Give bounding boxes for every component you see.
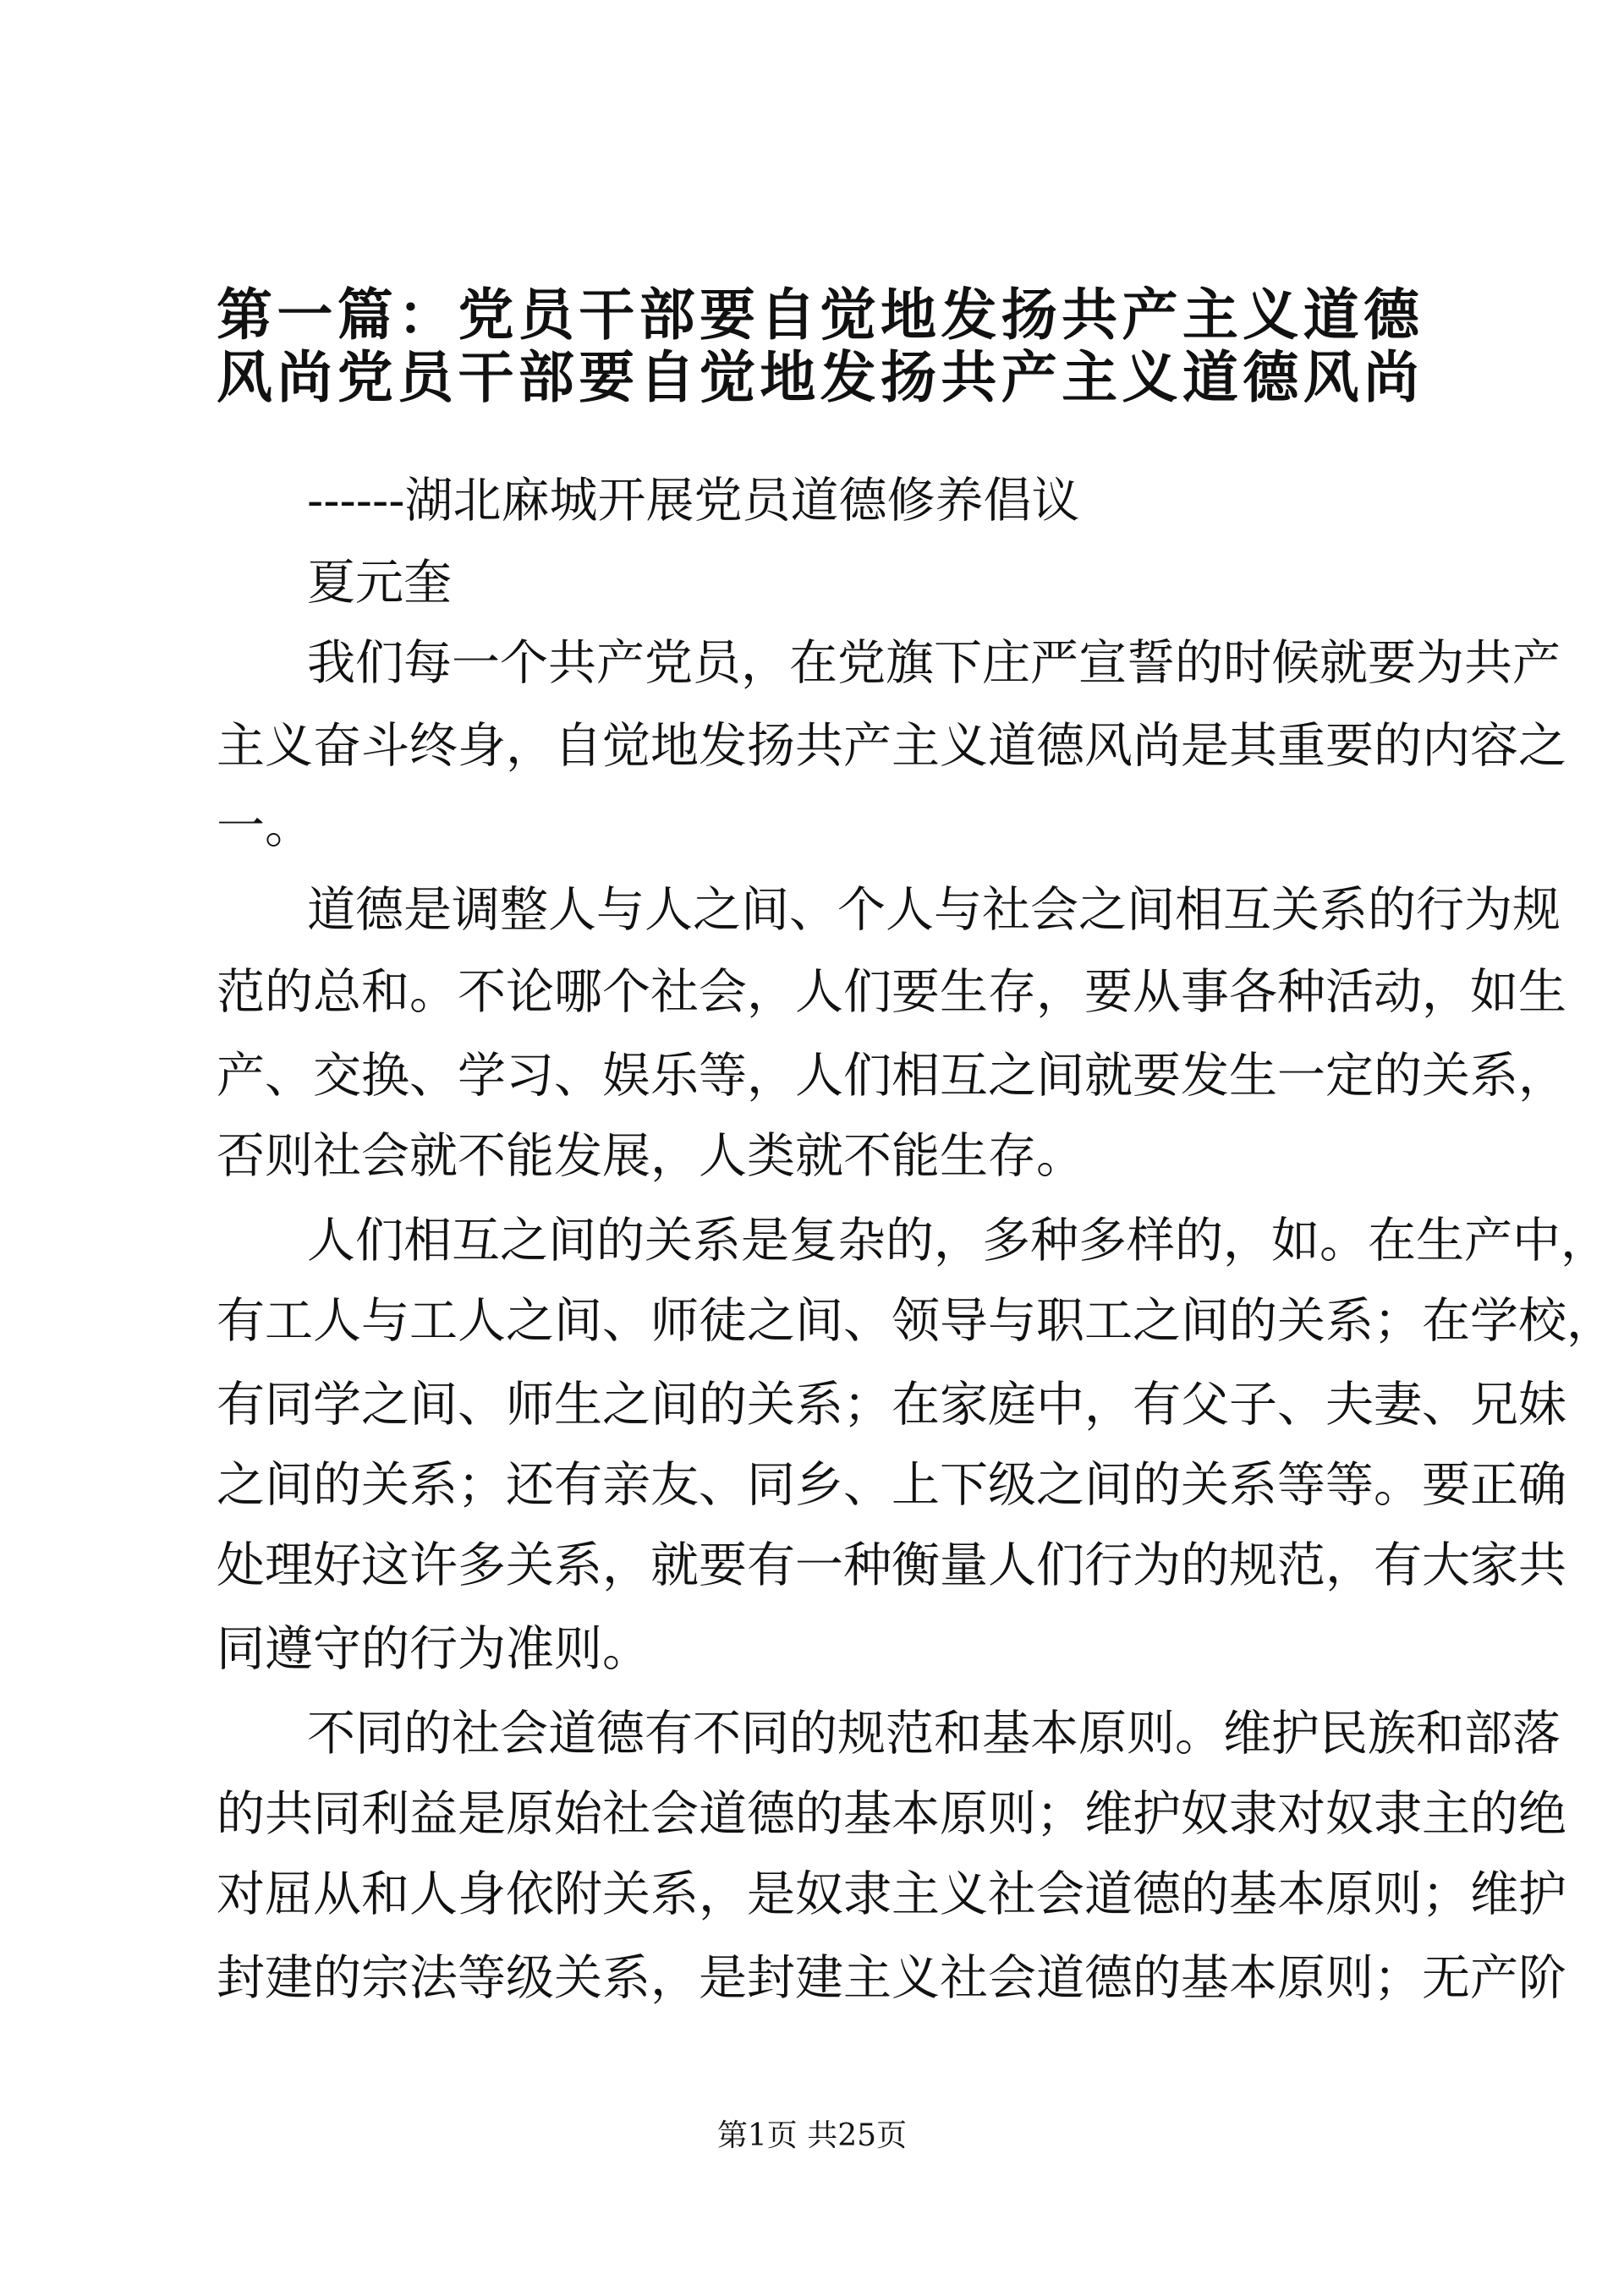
- paragraph-line: 对屈从和人身依附关系，是奴隶主义社会道德的基本原则；维护: [217, 1866, 1566, 1922]
- paragraph-line: 不同的社会道德有不同的规范和基本原则。维护民族和部落: [307, 1706, 1561, 1762]
- paragraph-line: 有工人与工人之间、师徒之间、领导与职工之间的关系；在学校，: [217, 1293, 1615, 1349]
- paragraph-line: 人们相互之间的关系是复杂的，多种多样的，如。在生产中，: [307, 1213, 1609, 1269]
- document-title-line-1: 第一篇：党员干部要自觉地发扬共产主义道德: [217, 282, 1419, 348]
- paragraph-line: 封建的宗法等级关系，是封建主义社会道德的基本原则；无产阶: [217, 1950, 1566, 2006]
- paragraph-line: 我们每一个共产党员，在党旗下庄严宣誓的时候就要为共产: [307, 635, 1561, 691]
- paragraph-line: 产、交换、学习、娱乐等，人们相互之间就要发生一定的关系，: [217, 1048, 1566, 1104]
- paragraph-line: 范的总和。不论哪个社会，人们要生存，要从事各种活动，如生: [217, 964, 1566, 1020]
- paragraph-line: 之间的关系；还有亲友、同乡、上下级之间的关系等等。要正确: [217, 1457, 1566, 1513]
- paragraph-line: 否则社会就不能发展，人类就不能生存。: [217, 1128, 1084, 1184]
- document-title-line-2: 风尚党员干部要自觉地发扬共产主义道德风尚: [217, 344, 1419, 410]
- paragraph-line: 一。: [217, 798, 313, 854]
- paragraph-line: 道德是调整人与人之间、个人与社会之间相互关系的行为规: [307, 882, 1561, 938]
- paragraph-line: 处理好这许多关系，就要有一种衡量人们行为的规范，有大家共: [217, 1537, 1566, 1593]
- page-number-footer: 第1页 共25页: [716, 2118, 908, 2153]
- author: 夏元奎: [307, 555, 452, 611]
- paragraph-line: 有同学之间、师生之间的关系；在家庭中，有父子、夫妻、兄妹: [217, 1377, 1566, 1433]
- paragraph-line: 的共同利益是原始社会道德的基本原则；维护奴隶对奴隶主的绝: [217, 1786, 1566, 1842]
- paragraph-line: 主义奋斗终身，自觉地发扬共产主义道德风尚是其重要的内容之: [217, 718, 1566, 774]
- subtitle: ------湖北麻城开展党员道德修养倡议: [307, 473, 1080, 529]
- paragraph-line: 同遵守的行为准则。: [217, 1621, 650, 1677]
